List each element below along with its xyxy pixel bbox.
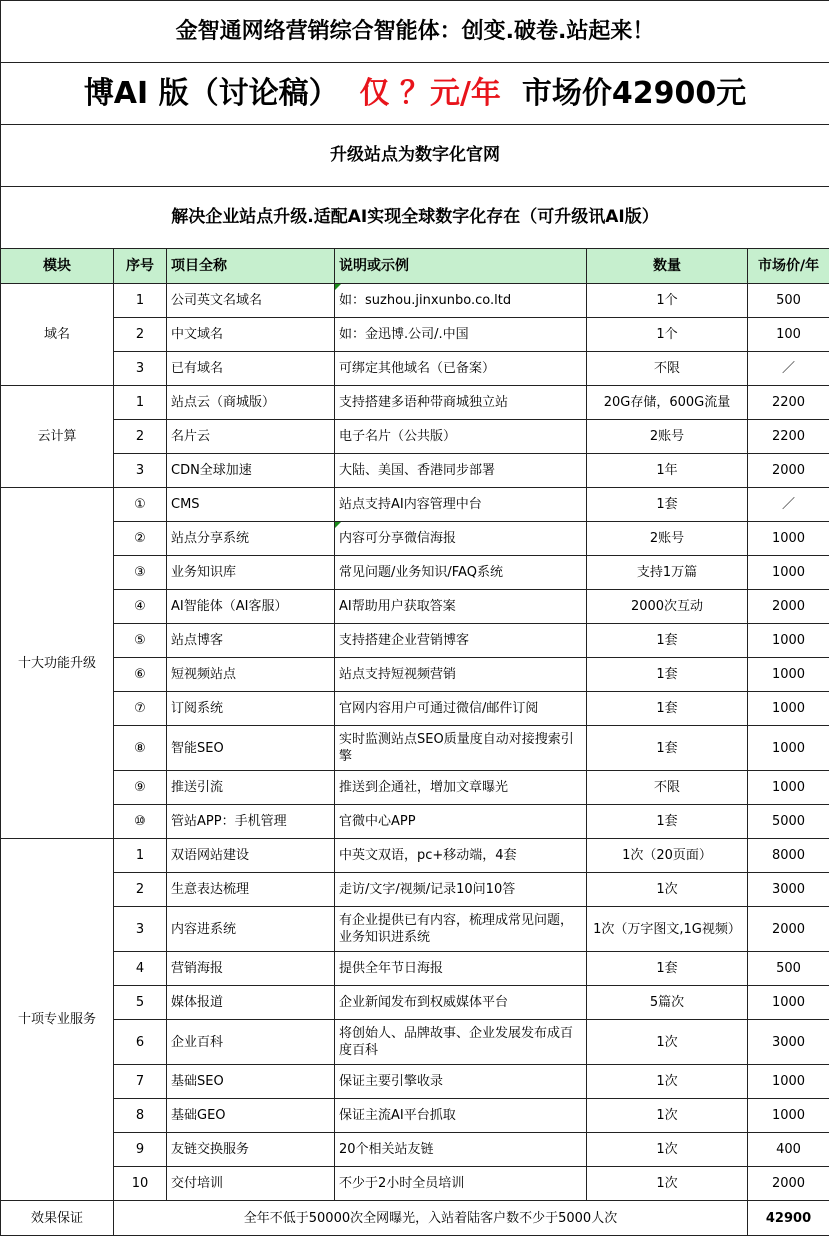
item-name: 双语网站建设 bbox=[167, 839, 335, 873]
item-quantity: 1次 bbox=[587, 1099, 748, 1133]
item-market-price: 1000 bbox=[748, 692, 829, 726]
item-name: 已有域名 bbox=[167, 352, 335, 386]
banner-price-row bbox=[1, 63, 829, 125]
item-name: 媒体报道 bbox=[167, 986, 335, 1020]
header-qty: 数量 bbox=[587, 249, 748, 284]
row-number: ② bbox=[114, 522, 167, 556]
table-row bbox=[1, 556, 829, 590]
row-number: 9 bbox=[114, 1133, 167, 1167]
item-name: 业务知识库 bbox=[167, 556, 335, 590]
item-quantity: 1年 bbox=[587, 454, 748, 488]
item-description: 20个相关站友链 bbox=[335, 1133, 587, 1167]
item-market-price: 1000 bbox=[748, 658, 829, 692]
banner-title: 金智通网络营销综合智能体：创变.破卷.站起来！ bbox=[1, 1, 829, 63]
item-description: 保证主要引擎收录 bbox=[335, 1065, 587, 1099]
banner-subtitle-row bbox=[1, 125, 829, 187]
item-quantity: 不限 bbox=[587, 352, 748, 386]
item-market-price: 8000 bbox=[748, 839, 829, 873]
table-row bbox=[1, 454, 829, 488]
row-number: 10 bbox=[114, 1167, 167, 1201]
item-name: 企业百科 bbox=[167, 1020, 335, 1065]
table-row bbox=[1, 1133, 829, 1167]
table-row bbox=[1, 522, 829, 556]
item-quantity: 1次 bbox=[587, 1020, 748, 1065]
row-number: 2 bbox=[114, 873, 167, 907]
item-market-price: 1000 bbox=[748, 1065, 829, 1099]
item-market-price: 1000 bbox=[748, 986, 829, 1020]
table-row bbox=[1, 907, 829, 952]
table-row bbox=[1, 952, 829, 986]
item-name: 基础SEO bbox=[167, 1065, 335, 1099]
item-description: 实时监测站点SEO质量度自动对接搜索引擎 bbox=[335, 726, 587, 771]
module-cell: 十项专业服务 bbox=[1, 839, 114, 1201]
item-market-price: 2000 bbox=[748, 907, 829, 952]
item-quantity: 1次（20页面） bbox=[587, 839, 748, 873]
item-description: 保证主流AI平台抓取 bbox=[335, 1099, 587, 1133]
footer-label: 效果保证 bbox=[1, 1201, 114, 1236]
item-market-price: 5000 bbox=[748, 805, 829, 839]
item-quantity: 5篇次 bbox=[587, 986, 748, 1020]
table-row bbox=[1, 386, 829, 420]
item-description: 支持搭建企业营销博客 bbox=[335, 624, 587, 658]
item-quantity: 20G存储，600G流量 bbox=[587, 386, 748, 420]
row-number: ⑩ bbox=[114, 805, 167, 839]
item-quantity: 1次 bbox=[587, 1065, 748, 1099]
item-quantity: 1次 bbox=[587, 873, 748, 907]
item-market-price: 500 bbox=[748, 952, 829, 986]
table-row bbox=[1, 624, 829, 658]
table-header-row bbox=[1, 249, 829, 284]
item-quantity: 1套 bbox=[587, 658, 748, 692]
item-description: 内容可分享微信海报 bbox=[335, 522, 587, 556]
item-description: 将创始人、品牌故事、企业发展发布成百度百科 bbox=[335, 1020, 587, 1065]
banner-subtitle: 升级站点为数字化官网 bbox=[1, 125, 829, 187]
item-market-price: 1000 bbox=[748, 1099, 829, 1133]
header-desc: 说明或示例 bbox=[335, 249, 587, 284]
table-row bbox=[1, 873, 829, 907]
row-number: ⑤ bbox=[114, 624, 167, 658]
item-market-price: 2200 bbox=[748, 420, 829, 454]
banner-description: 解决企业站点升级.适配AI实现全球数字化存在（可升级讯AI版） bbox=[1, 187, 829, 249]
banner-description-row bbox=[1, 187, 829, 249]
item-quantity: 1套 bbox=[587, 952, 748, 986]
item-description: 中英文双语，pc+移动端，4套 bbox=[335, 839, 587, 873]
item-name: 短视频站点 bbox=[167, 658, 335, 692]
row-number: 3 bbox=[114, 907, 167, 952]
item-description: AI帮助用户获取答案 bbox=[335, 590, 587, 624]
row-number: 7 bbox=[114, 1065, 167, 1099]
item-quantity: 1套 bbox=[587, 726, 748, 771]
item-description: 走访/文字/视频/记录10问10答 bbox=[335, 873, 587, 907]
row-number: ⑨ bbox=[114, 771, 167, 805]
row-number: ① bbox=[114, 488, 167, 522]
table-row bbox=[1, 771, 829, 805]
row-number: 1 bbox=[114, 284, 167, 318]
item-market-price: 3000 bbox=[748, 1020, 829, 1065]
module-cell: 十大功能升级 bbox=[1, 488, 114, 839]
item-quantity: 1次 bbox=[587, 1167, 748, 1201]
item-market-price: 400 bbox=[748, 1133, 829, 1167]
item-name: AI智能体（AI客服） bbox=[167, 590, 335, 624]
row-number: 2 bbox=[114, 318, 167, 352]
item-market-price: 1000 bbox=[748, 624, 829, 658]
table-row bbox=[1, 726, 829, 771]
item-description: 大陆、美国、香港同步部署 bbox=[335, 454, 587, 488]
row-number: ⑦ bbox=[114, 692, 167, 726]
item-quantity: 2账号 bbox=[587, 522, 748, 556]
table-row bbox=[1, 839, 829, 873]
item-name: 站点云（商城版） bbox=[167, 386, 335, 420]
item-description: 官微中心APP bbox=[335, 805, 587, 839]
item-quantity: 2000次互动 bbox=[587, 590, 748, 624]
item-market-price: 2000 bbox=[748, 1167, 829, 1201]
item-market-price: 1000 bbox=[748, 522, 829, 556]
table-row bbox=[1, 658, 829, 692]
item-name: 内容进系统 bbox=[167, 907, 335, 952]
table-row bbox=[1, 1065, 829, 1099]
item-description: 如：金迅博.公司/.中国 bbox=[335, 318, 587, 352]
item-name: 交付培训 bbox=[167, 1167, 335, 1201]
item-description: 站点支持短视频营销 bbox=[335, 658, 587, 692]
item-name: CMS bbox=[167, 488, 335, 522]
row-number: ⑥ bbox=[114, 658, 167, 692]
item-description: 提供全年节日海报 bbox=[335, 952, 587, 986]
item-description: 官网内容用户可通过微信/邮件订阅 bbox=[335, 692, 587, 726]
item-name: 中文域名 bbox=[167, 318, 335, 352]
item-quantity: 支持1万篇 bbox=[587, 556, 748, 590]
table-row bbox=[1, 488, 829, 522]
header-no: 序号 bbox=[114, 249, 167, 284]
row-number: 1 bbox=[114, 386, 167, 420]
item-description: 支持搭建多语种带商城独立站 bbox=[335, 386, 587, 420]
item-description: 推送到企通社，增加文章曝光 bbox=[335, 771, 587, 805]
item-description: 如：suzhou.jinxunbo.co.ltd bbox=[335, 284, 587, 318]
table-row bbox=[1, 692, 829, 726]
item-name: 友链交换服务 bbox=[167, 1133, 335, 1167]
item-name: 公司英文名域名 bbox=[167, 284, 335, 318]
row-number: 5 bbox=[114, 986, 167, 1020]
banner-title-row bbox=[1, 1, 829, 63]
item-quantity: 1次（万字图文,1G视频） bbox=[587, 907, 748, 952]
item-market-price: 500 bbox=[748, 284, 829, 318]
item-market-price: 2000 bbox=[748, 454, 829, 488]
item-quantity: 1套 bbox=[587, 624, 748, 658]
market-price: 市场价42900元 bbox=[521, 76, 747, 111]
item-market-price: 1000 bbox=[748, 726, 829, 771]
item-market-price: 1000 bbox=[748, 771, 829, 805]
item-name: 名片云 bbox=[167, 420, 335, 454]
item-name: CDN全球加速 bbox=[167, 454, 335, 488]
footer-guarantee: 全年不低于50000次全网曝光，入站着陆客户数不少于5000人次 bbox=[114, 1201, 748, 1236]
header-name: 项目全称 bbox=[167, 249, 335, 284]
item-market-price: 3000 bbox=[748, 873, 829, 907]
module-cell: 云计算 bbox=[1, 386, 114, 488]
item-quantity: 1个 bbox=[587, 318, 748, 352]
item-market-price: 1000 bbox=[748, 556, 829, 590]
table-row bbox=[1, 1099, 829, 1133]
item-description: 不少于2小时全员培训 bbox=[335, 1167, 587, 1201]
item-quantity: 1套 bbox=[587, 692, 748, 726]
item-market-price: 2000 bbox=[748, 590, 829, 624]
item-market-price: ／ bbox=[748, 352, 829, 386]
header-price: 市场价/年 bbox=[748, 249, 829, 284]
item-name: 生意表达梳理 bbox=[167, 873, 335, 907]
item-description: 电子名片（公共版） bbox=[335, 420, 587, 454]
item-market-price: 2200 bbox=[748, 386, 829, 420]
table-row bbox=[1, 318, 829, 352]
item-description: 可绑定其他域名（已备案） bbox=[335, 352, 587, 386]
item-market-price: ／ bbox=[748, 488, 829, 522]
table-row bbox=[1, 284, 829, 318]
footer-row bbox=[1, 1201, 829, 1236]
item-quantity: 1套 bbox=[587, 488, 748, 522]
row-number: 3 bbox=[114, 454, 167, 488]
item-name: 推送引流 bbox=[167, 771, 335, 805]
row-number: ④ bbox=[114, 590, 167, 624]
footer-total: 42900 bbox=[748, 1201, 829, 1236]
item-name: 管站APP：手机管理 bbox=[167, 805, 335, 839]
module-cell: 域名 bbox=[1, 284, 114, 386]
row-number: 8 bbox=[114, 1099, 167, 1133]
item-quantity: 1个 bbox=[587, 284, 748, 318]
table-row bbox=[1, 590, 829, 624]
item-description: 企业新闻发布到权威媒体平台 bbox=[335, 986, 587, 1020]
table-row bbox=[1, 1020, 829, 1065]
row-number: ③ bbox=[114, 556, 167, 590]
table-row bbox=[1, 1167, 829, 1201]
item-name: 智能SEO bbox=[167, 726, 335, 771]
table-row bbox=[1, 352, 829, 386]
row-number: 2 bbox=[114, 420, 167, 454]
table-row bbox=[1, 420, 829, 454]
item-market-price: 100 bbox=[748, 318, 829, 352]
item-name: 基础GEO bbox=[167, 1099, 335, 1133]
row-number: 4 bbox=[114, 952, 167, 986]
offer-price: 仅 ？元/年 bbox=[359, 76, 501, 111]
row-number: 3 bbox=[114, 352, 167, 386]
item-name: 站点博客 bbox=[167, 624, 335, 658]
item-name: 站点分享系统 bbox=[167, 522, 335, 556]
item-description: 站点支持AI内容管理中台 bbox=[335, 488, 587, 522]
row-number: 6 bbox=[114, 1020, 167, 1065]
banner-price bbox=[1, 63, 829, 125]
header-module: 模块 bbox=[1, 249, 114, 284]
item-description: 常见问题/业务知识/FAQ系统 bbox=[335, 556, 587, 590]
item-quantity: 1次 bbox=[587, 1133, 748, 1167]
table-row bbox=[1, 805, 829, 839]
item-name: 营销海报 bbox=[167, 952, 335, 986]
item-quantity: 2账号 bbox=[587, 420, 748, 454]
table-row bbox=[1, 986, 829, 1020]
item-quantity: 不限 bbox=[587, 771, 748, 805]
row-number: 1 bbox=[114, 839, 167, 873]
row-number: ⑧ bbox=[114, 726, 167, 771]
item-quantity: 1套 bbox=[587, 805, 748, 839]
edition-label: 博AI 版（讨论稿） bbox=[83, 76, 339, 111]
item-description: 有企业提供已有内容，梳理成常见问题，业务知识进系统 bbox=[335, 907, 587, 952]
item-name: 订阅系统 bbox=[167, 692, 335, 726]
